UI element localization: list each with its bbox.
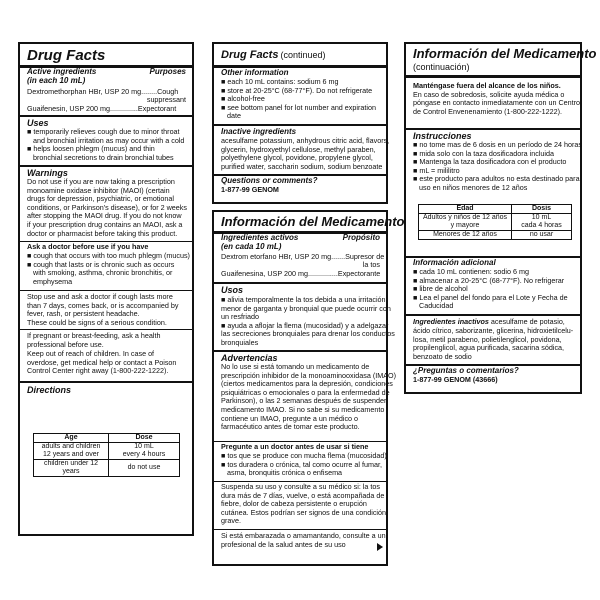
- ingrediente-1: Dextrom etorfano HBr, USP 20 mg.......Supresor de: [221, 252, 385, 261]
- preguntas-title: ¿Preguntas o comentarios?: [413, 366, 519, 375]
- other-info-title: Other information: [221, 68, 289, 77]
- informacion-panel: [212, 210, 405, 566]
- instrucciones-list: ■ no tome mas de 6 dosis en un período de 24 horas ■ mida solo con la taza dosificadora incluida ■ Mantenga la taza dosificadora con el producto ■ mL = mililitro ■ este producto para adultos no esta destinado para uso en niños menores de 12 años: [413, 140, 582, 192]
- table-cell: do not use: [109, 460, 180, 477]
- panel-title: Información del Medicamento: [221, 214, 405, 229]
- ingrediente-2: Guaifenesina, USP 200 mg...............Expectorante: [221, 269, 381, 278]
- uses-list: ■ temporarily relieves cough due to minor throat and bronchial irritation as may occur with a cold ■ helps loosen phlegm (mucus) and thin bronchial secretions to drain bronchial tubes: [27, 127, 185, 162]
- table-cell: Adultos y niños de 12 años y mayore: [419, 214, 512, 231]
- suspenda-text: Suspenda su uso y consulte a su médico si: la tos dura más de 7 días, vuelve, o está acompañada de fiebre, dolor de cabeza persistente o erupción cutánea. Estos podrían ser signos de una condición grave.: [221, 482, 387, 526]
- active-ingredients-sub: (in each 10 mL): [27, 76, 86, 85]
- ingredient-1: Dextromethorphan HBr, USP 20 mg........Cough: [27, 87, 179, 96]
- inactive-title: Inactive ingredients: [221, 127, 297, 136]
- panel-subtitle: (continuación): [413, 62, 470, 72]
- usos-title: Usos: [221, 285, 244, 295]
- panel-title: Drug Facts: [27, 47, 106, 64]
- informacion-continuacion-panel: [404, 42, 597, 394]
- inactive-list: acesulfame potassium, anhydrous citric acid, flavors, glycerin, hydroxyethyl cellulose, methyl paraben, polyethylene glycol, povidone, propylene glycol, purified water, saccharin sodium, sodium benzoate: [221, 136, 390, 171]
- dosis-table: [418, 204, 572, 240]
- pregunte-list: ■ tos que se produce con mucha flema (mucosidad) ■ tos duradera o crónica, tal como ocurre al fumar, asma, bronquitis crónica o enfisema: [221, 451, 387, 478]
- panel-title: Drug Facts (continued): [221, 49, 326, 61]
- table-cell: children under 12 years: [34, 460, 109, 477]
- table-cell: 10 mL cada 4 horas: [512, 214, 572, 231]
- proposito-header: Propósito: [342, 233, 380, 242]
- table-cell: no usar: [512, 231, 572, 240]
- ingrediente-1-proposito: la tos: [362, 260, 380, 269]
- warnings-title: Warnings: [27, 168, 68, 178]
- ingredientes-header: Ingredientes activos: [221, 233, 299, 242]
- ingredient-2: Guaifenesin, USP 200 mg..............Expectorant: [27, 104, 177, 113]
- dosis-header: Dosis: [512, 205, 572, 214]
- pregunte-title: Pregunte a un doctor antes de usar si tiene: [221, 442, 369, 451]
- do-not-use-text: Do not use if you are now taking a prescription monoamine oxidase inhibitor (MAOI) (certain drugs for depression, psychiatric, or emotional conditions, or Parkinson's disease), or for 2 weeks after stopping the MAOI drug. If you do not know if your prescription drug contains an MAOI, ask a doctor or pharmacist before taking this product.: [27, 177, 187, 238]
- ingredientes-sub: (en cada 10 mL): [221, 242, 282, 251]
- continue-arrow-icon: [377, 543, 383, 551]
- drug-facts-panel: [18, 42, 194, 536]
- adicional-list: ■ cada 10 mL contienen: sodio 6 mg ■ almacenar a 20-25°C (68-77°F). No refrigerar ■ libre de alcohol ■ Lea el panel del fondo para el Lote y Fecha de Caducidad: [413, 267, 568, 311]
- other-info-list: ■ each 10 mL contains: sodium 6 mg ■ store at 20-25°C (68-77°F). Do not refrigerate ■ alcohol-free ■ see bottom panel for lot number and expiration date: [221, 77, 376, 121]
- table-cell: adults and children 12 years and over: [34, 443, 109, 460]
- adicional-title: Información adicional: [413, 258, 496, 267]
- pregnancy-text: If pregnant or breast-feeding, ask a health professional before use.: [27, 331, 161, 349]
- active-ingredients-header: Active ingredients: [27, 67, 97, 76]
- advertencias-title: Advertencias: [221, 353, 278, 363]
- usos-list: ■ alivia temporalmente la tos debida a una irritación menor de garganta y bronquial que puede ocurrir con un resfriado ■ ayuda a aflojar la flema (mucosidad) y a adelgazar las secreciones bronquiales para drenar los conductos bronquiales: [221, 295, 395, 347]
- keep-out-text: Keep out of reach of children. In case of overdose, get medical help or contact a Poison Control Center right away (1-800-222-1222).: [27, 349, 177, 376]
- questions-title: Questions or comments?: [221, 176, 318, 185]
- dose-header: Dose: [109, 434, 180, 443]
- age-header: Age: [34, 434, 109, 443]
- questions-phone: 1-877-99 GENOM: [221, 185, 279, 194]
- mantengase-text: Manténgase fuera del alcance de los niños. En caso de sobredosis, solicite ayuda médica o póngase en contacto inmediatamente con un Centro de Control Envenenamiento (1-800-222-1222).: [413, 81, 581, 116]
- directions-title: Directions: [27, 385, 72, 395]
- table-cell: 10 mL every 4 hours: [109, 443, 180, 460]
- ask-doctor-title: Ask a doctor before use if you have: [27, 242, 149, 251]
- panel-title: Información del Medicamento: [413, 46, 597, 61]
- drug-facts-continued-panel: [212, 42, 388, 204]
- inactivos-list: ácido cítrico, saborizante, glicerina, hidroxietilcelu- losa, metil parabeno, polietilenglicol, povidona, propilenglicol, agua purificada, sacarina sódica, benzoato de sodio: [413, 326, 574, 361]
- instrucciones-title: Instrucciones: [413, 131, 472, 141]
- table-cell: Menores de 12 años: [419, 231, 512, 240]
- dosage-table: [33, 433, 180, 477]
- edad-header: Edad: [419, 205, 512, 214]
- embarazada-text: Si está embarazada o amamantando, consulte a un profesional de la salud antes de su uso: [221, 531, 386, 549]
- ask-doctor-list: ■ cough that occurs with too much phlegm (mucus) ■ cough that lasts or is chronic such as occurs with smoking, asthma, chronic bronchitis, or emphysema: [27, 251, 190, 286]
- purposes-header: Purposes: [149, 67, 186, 76]
- no-lo-use-text: No lo use si está tomando un medicamento de prescripción inhibidor de la monoaminooxidasa (IMAO) (ciertos medicamentos para la depresión, condiciones psiquiátricas o emocionales o para la enfermedad de Parkinson), o las 2 semanas después de suspender medicamento IMAO. Si no sabe si su medicamento contiene un IMAO, pregunte a un médico o farmacéutico antes de tomar este producto.: [221, 362, 396, 432]
- uses-title: Uses: [27, 118, 49, 128]
- preguntas-phone: 1-877-99 GENOM (43666): [413, 375, 498, 384]
- stop-use-text: Stop use and ask a doctor if cough lasts more than 7 days, comes back, or is accompanied by fever, rash, or persistent headache. These could be signs of a serious condition.: [27, 292, 179, 327]
- inactivos-first-line: Ingredientes inactivos acesulfame de potasio,: [413, 317, 565, 326]
- ingredient-1-purpose: suppressant: [146, 95, 186, 104]
